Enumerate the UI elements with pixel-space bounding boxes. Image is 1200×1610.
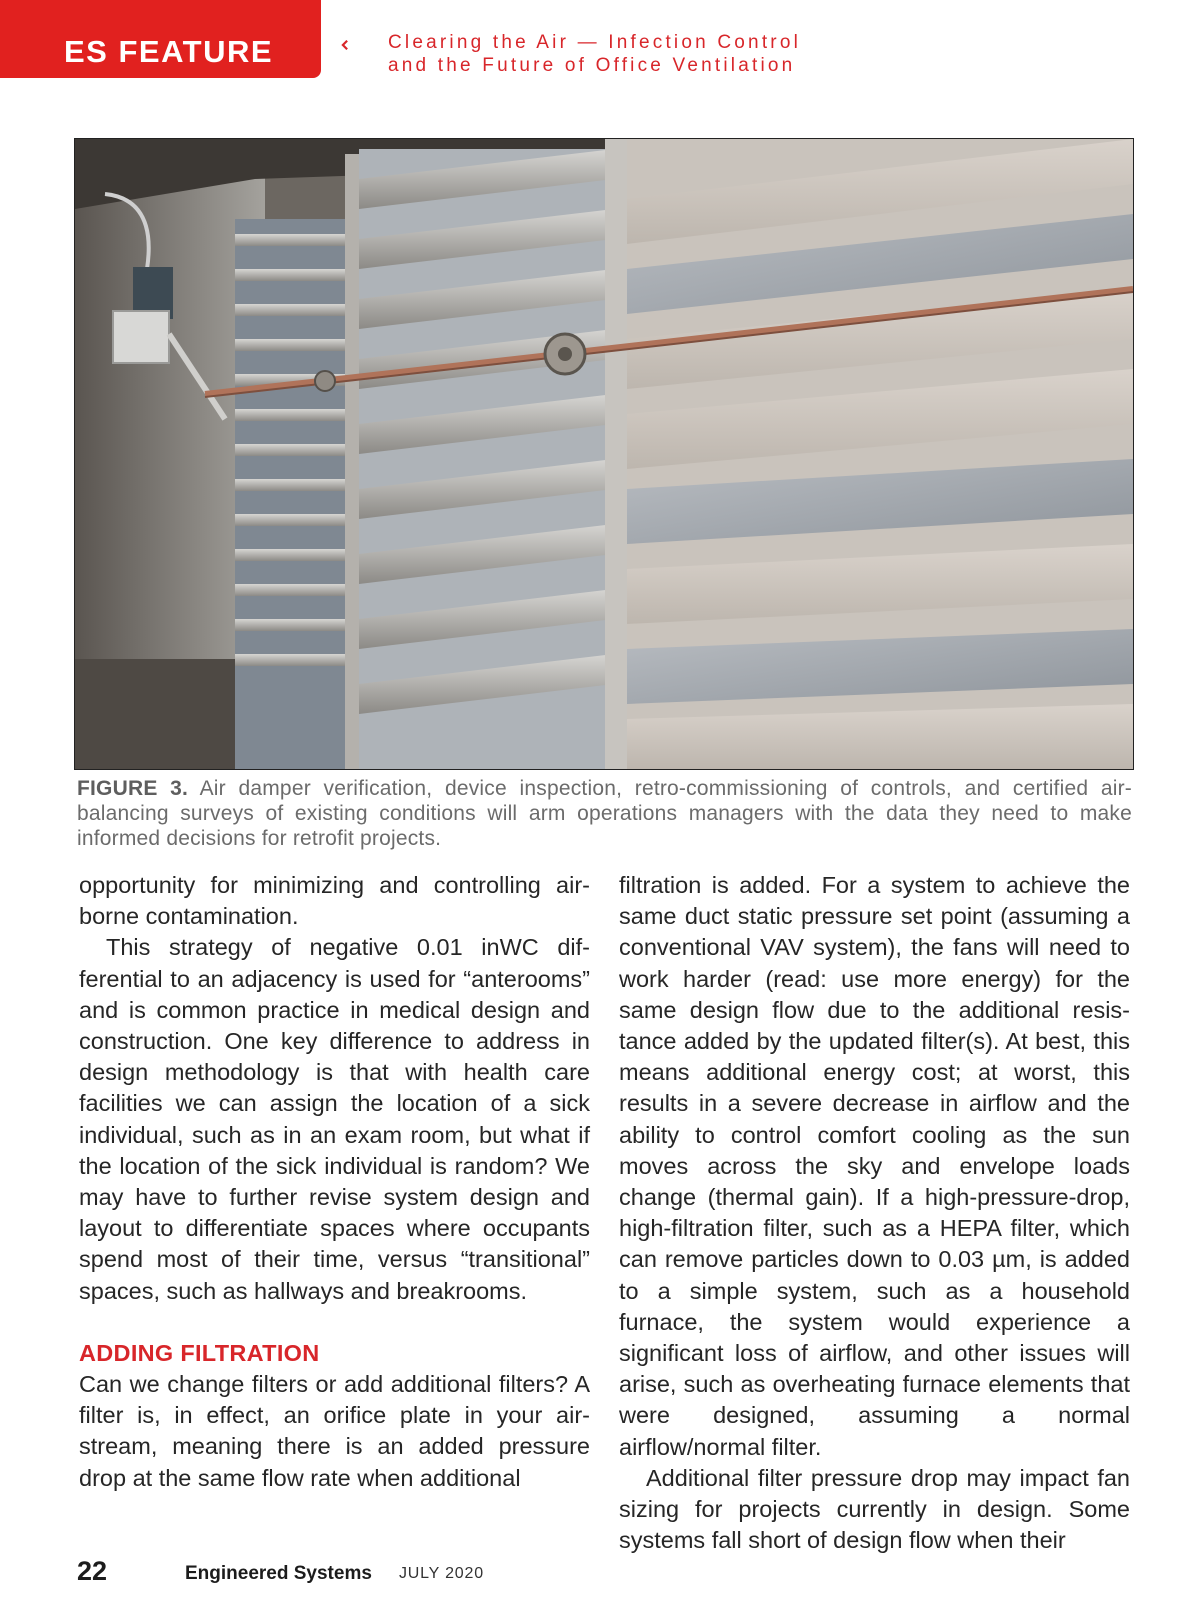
magazine-name: Engineered Systems <box>185 1563 372 1584</box>
figure-photo <box>74 138 1134 770</box>
article-title <box>358 31 958 77</box>
figure-label: FIGURE 3. <box>77 777 189 800</box>
article-title-line1: Clearing the Air — Infection Control <box>388 32 802 53</box>
paragraph: Can we change filters or add additional filters? A filter is, in effect, an orifice plate in your airstream, meaning there is an added pressure drop at the same flow rate when additional <box>79 1371 590 1491</box>
page-number: 22 <box>77 1556 108 1586</box>
article-title-line2: and the Future of Office Ventilation <box>388 55 796 76</box>
issue-date: JULY 2020 <box>399 1565 484 1582</box>
damper-photo-illustration <box>75 139 1133 769</box>
figure-caption-text: Air damper verification, device inspection, retro-commissioning of controls, and certified air-balancing surveys of existing conditions will arm operations managers with the data they need to make informed decisions for retrofit projects. <box>77 777 1132 850</box>
body-column-left <box>79 870 590 1494</box>
body-column-right <box>619 870 1130 1556</box>
paragraph: This strategy of negative 0.01 inWC differential to an adjacency is used for “anterooms” and is common practice in medical design and construction. One key difference to address in design methodology is that with health care facilities we can assign the location of a sick individual, such as in an exam room, but what if the location of the sick individual is random? We may have to further revise system design and layout to differentiate spaces where occupants spend most of their time, versus “transitional” spaces, such as hallways and breakrooms. <box>79 934 590 1304</box>
paragraph: filtration is added. For a system to achieve the same duct static pressure set point (assuming a conventional VAV system), the fans will need to work harder (read: use more energy) for the same design flow due to the additional resistance added by the updated filter(s). At best, this means additional energy cost; at worst, this results in a severe decrease in airflow and the ability to control comfort cooling as the sun moves across the sky and envelope loads change (thermal gain). If a high-pressure-drop, high-filtration filter, such as a HEPA filter, which can remove particles down to 0.03 µm, is added to a simple system, such as a household furnace, the system would experience a significant loss of airflow, and other issues will arise, such as overheating furnace elements that were designed, assuming a normal airflow/normal filter. <box>619 872 1130 1460</box>
paragraph: opportunity for minimizing and controlling airborne contamination. <box>79 872 590 930</box>
section-label: ES FEATURE <box>0 0 321 78</box>
section-heading: ADDING FILTRATION <box>79 1339 320 1366</box>
chevron-left-icon <box>340 40 350 50</box>
paragraph: Additional filter pressure drop may impact fan sizing for projects currently in design. Some systems fall short of design flow when their <box>619 1464 1130 1554</box>
figure-caption <box>77 776 1132 851</box>
